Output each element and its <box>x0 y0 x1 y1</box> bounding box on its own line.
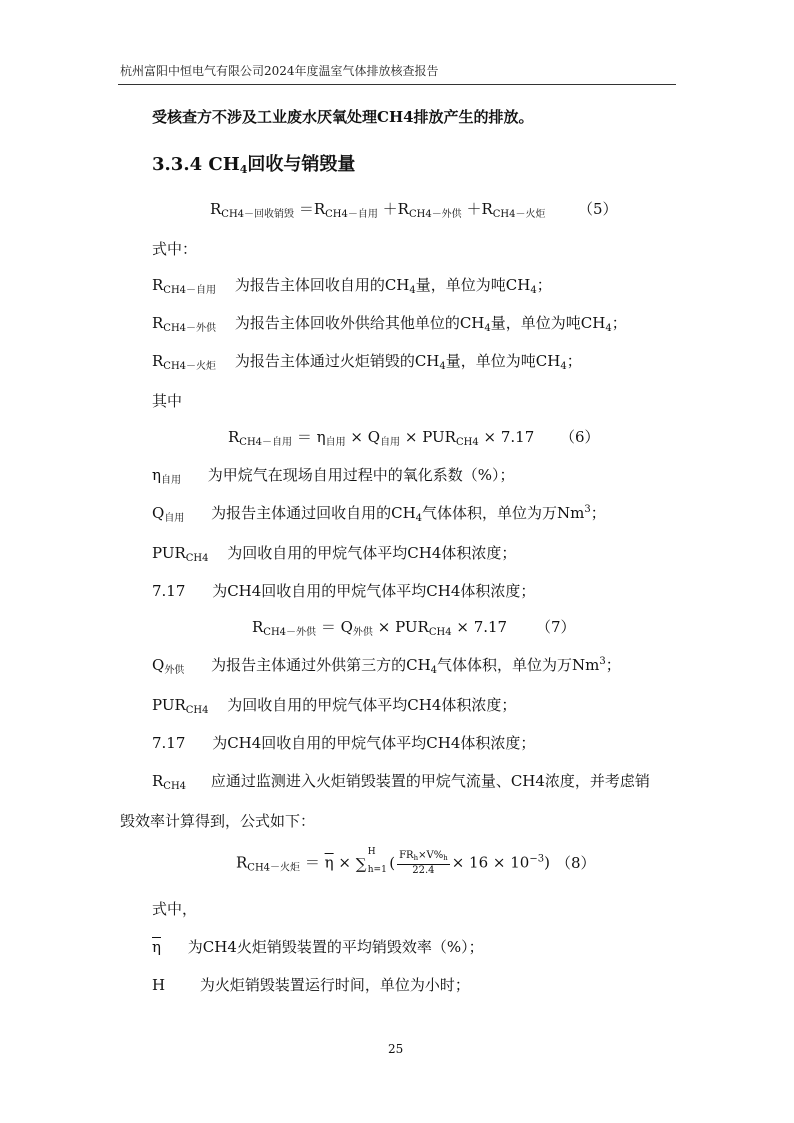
section-heading: 3.3.4 $CH_4$回收与销毁量 <box>152 154 356 176</box>
paragraph-flare-line-1: $R_{CH4}$ 应通过监测进入火炬销毁装置的甲烷气流量、CH4浓度，并考虑销 <box>152 772 650 792</box>
equation-6-number: （6） <box>560 428 600 446</box>
definition-pur-2: $PUR_{CH4}$ 为回收自用的甲烷气体平均CH4体积浓度； <box>152 696 517 716</box>
equation-7: $R_{CH4-外供} = Q_{外供} \times PUR_{CH4} \times 7.17$ <box>252 618 508 638</box>
intro-text: 受核查方不涉及工业废水厌氧处理CH4排放产生的排放。 <box>152 108 534 126</box>
section-number: 3.3.4 <box>152 154 203 175</box>
page-header: 杭州富阳中恒电气有限公司2024年度温室气体排放核查报告 <box>120 64 439 78</box>
where-label-3: 式中， <box>152 900 198 918</box>
definition-constant-1: 7.17 为CH4回收自用的甲烷气体平均CH4体积浓度； <box>152 582 536 600</box>
equation-7-number: （7） <box>536 618 576 636</box>
definition-constant-2: 7.17 为CH4回收自用的甲烷气体平均CH4体积浓度； <box>152 734 536 752</box>
equation-5-number: （5） <box>578 200 618 218</box>
header-divider <box>118 84 676 85</box>
page-number: 25 <box>388 1042 404 1056</box>
definition-r-self-use: $R_{CH4-自用}$ 为报告主体回收自用的$CH_4$量，单位为吨$CH_4$； <box>152 276 552 296</box>
definition-eta-bar: $\overline{\eta}$ 为CH4火炬销毁装置的平均销毁效率（%）； <box>152 938 484 956</box>
equation-6: $R_{CH4-自用} = \eta_{自用} \times Q_{自用} \times PUR_{CH4} \times 7.17$ <box>228 428 535 448</box>
definition-h: H 为火炬销毁装置运行时间，单位为小时； <box>152 976 470 994</box>
paragraph-flare-line-2: 毁效率计算得到，公式如下： <box>120 812 316 830</box>
definition-r-flare: $R_{CH4-火炬}$ 为报告主体通过火炬销毁的$CH_4$量，单位为吨$CH_4$； <box>152 352 582 372</box>
equation-5: $R_{CH4-回收销毁} =R_{CH4-自用} +R_{CH4-外供} +R_{CH4-火炬}$ <box>210 200 546 220</box>
definition-q-self-use: $Q_{自用}$ 为报告主体通过回收自用的$CH_4$气体体积，单位为万Nm$^3$； <box>152 504 606 524</box>
definition-eta-self-use: $\eta_{自用}$ 为甲烷气在现场自用过程中的氧化系数（%）； <box>152 466 515 486</box>
definition-q-external: $Q_{外供}$ 为报告主体通过外供第三方的$CH_4$气体体积，单位为万Nm$^3$； <box>152 656 621 676</box>
definition-r-external: $R_{CH4-外供}$ 为报告主体回收外供给其他单位的$CH_4$量，单位为吨$CH_4$； <box>152 314 627 334</box>
where-label-1: 式中： <box>152 240 198 258</box>
summation: ∑ H h=1 <box>355 846 387 875</box>
equation-8: $R_{CH4-火炬} = \overline{\eta}$ × ∑ H h=1 ( $\frac{FR_h\times V\%_h}{22.4}$ × $16 \times 10^{-3}$) <box>236 846 550 876</box>
definition-pur-1: $PUR_{CH4}$ 为回收自用的甲烷气体平均CH4体积浓度； <box>152 544 517 564</box>
fraction: $\frac{FR_h\times V\%_h}{22.4}$ <box>399 850 448 876</box>
equation-8-number: （8） <box>556 854 596 872</box>
where-label-2: 其中 <box>152 392 183 410</box>
